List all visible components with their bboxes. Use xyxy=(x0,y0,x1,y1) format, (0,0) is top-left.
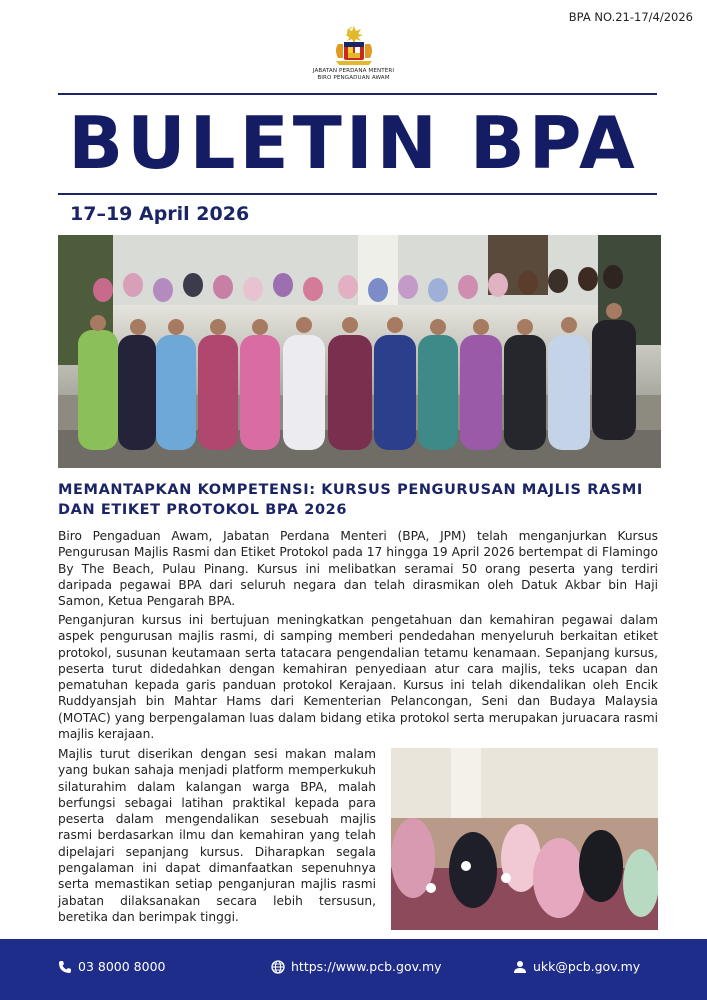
user-icon xyxy=(513,960,527,974)
reference-number: BPA NO.21-17/4/2026 xyxy=(568,10,693,24)
footer-phone[interactable] xyxy=(58,959,165,975)
globe-icon xyxy=(271,960,285,974)
article-paragraph-2: Penganjuran kursus ini bertujuan meningkatkan pengetahuan dan kemahiran pegawai dalam aspek pengurusan majlis rasmi, di samping memberi pendedahan menyeluruh berkaitan etiket protokol, susunan keutamaan serta tatacara pengendalian tetamu kenamaan. Sepanjang kursus, peserta turut didedahkan dengan kemahiran penyediaan atur cara majlis, teks ucapan dan pematuhan kepada garis panduan protokol Kerajaan. Kursus ini telah dikendalikan oleh Encik Ruddyansjah bin Mahtar Hams dari Kementerian Pelancongan, Seni dan Budaya Malaysia (MOTAC) yang berpengalaman luas dalam bidang etika protokol serta merupakan juruacara rasmi majlis kerajaan. xyxy=(58,613,658,742)
article-paragraph-1: Biro Pengaduan Awam, Jabatan Perdana Menteri (BPA, JPM) telah menganjurkan Kursus Pengurusan Majlis Rasmi dan Etiket Protokol pada 17 hingga 19 April 2026 bertempat di Flamingo By The Beach, Pulau Pinang. Kursus ini melibatkan seramai 50 orang peserta yang terdiri daripada pegawai BPA dari seluruh negara dan telah dirasmikan oleh Datuk Akbar bin Haji Samon, Ketua Pengarah BPA. xyxy=(58,529,658,609)
email-address: ukk@pcb.gov.my xyxy=(533,959,641,974)
issue-date: 17–19 April 2026 xyxy=(70,203,250,225)
org-line-2: BIRO PENGADUAN AWAM xyxy=(317,75,390,81)
article-paragraph-3: Majlis turut diserikan dengan sesi makan malam yang bukan sahaja menjadi platform memperkukuh silaturahim dalam kalangan warga BPA, malah berfungsi sebagai latihan praktikal kepada para peserta dalam mengendalikan sesebuah majlis rasmi berdasarkan ilmu dan kemahiran yang telah dipelajari sepanjang kursus. Diharapkan segala pengalaman ini dapat dimanfaatkan sepenuhnya serta memastikan setiap penganjuran majlis rasmi jabatan dilaksanakan secara lebih tersusun, beretika dan berimpak tinggi. xyxy=(58,747,376,924)
masthead-title: BULETIN BPA xyxy=(68,101,639,185)
footer-website[interactable] xyxy=(271,959,442,975)
malaysia-coat-of-arms-icon xyxy=(326,24,382,68)
department-crest xyxy=(0,24,707,82)
masthead-top-rule xyxy=(58,93,657,95)
dinner-photo xyxy=(391,748,658,930)
phone-icon xyxy=(58,960,72,974)
contact-footer xyxy=(0,939,707,1000)
website-url: https://www.pcb.gov.my xyxy=(291,959,442,974)
group-photo xyxy=(58,235,661,468)
article-headline: MEMANTAPKAN KOMPETENSI: KURSUS PENGURUSAN MAJLIS RASMI DAN ETIKET PROTOKOL BPA 2026 xyxy=(58,482,643,518)
org-line-1: JABATAN PERDANA MENTERI xyxy=(312,68,395,74)
masthead-bottom-rule xyxy=(58,193,657,195)
phone-number: 03 8000 8000 xyxy=(78,959,166,974)
footer-email[interactable] xyxy=(513,959,640,975)
